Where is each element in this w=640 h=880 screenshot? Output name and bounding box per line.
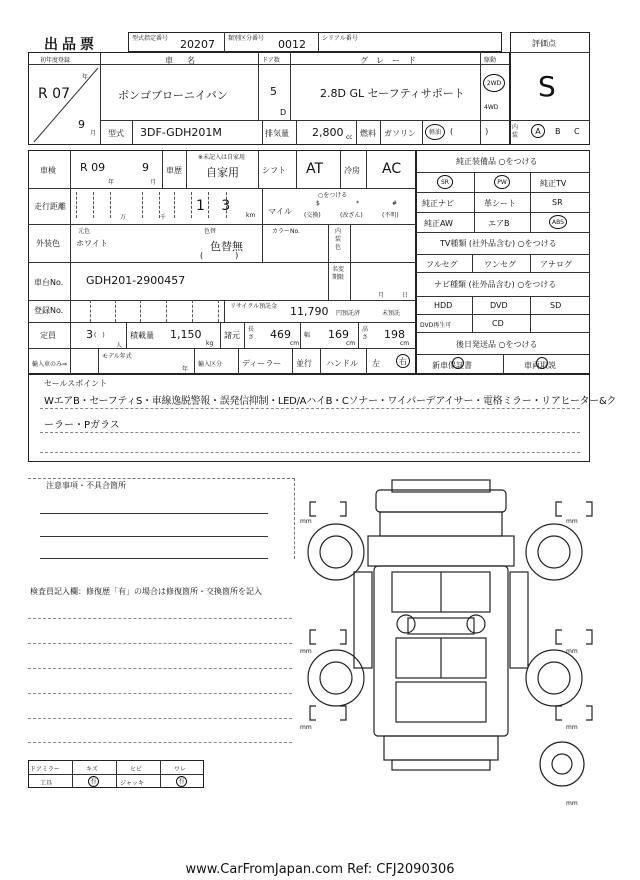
recycle-unit: 円預託済: [336, 310, 361, 317]
height-unit: cm: [400, 340, 410, 347]
sales-line-2: ーラー・Pガラス: [44, 420, 120, 431]
interior-color-label: 内装色: [335, 228, 342, 251]
length-unit: cm: [290, 340, 300, 347]
dealer-label: ディーラー: [242, 359, 282, 368]
car-name-label: 車名: [165, 56, 209, 65]
mileage-man-unit: 万: [120, 214, 127, 221]
new-car-warranty: 新車保証書: [432, 361, 472, 370]
inspection-month: 9: [142, 161, 149, 174]
warranty-mark-icon: [452, 357, 464, 369]
dvd: DVD: [490, 301, 508, 310]
fuel-gasoline: ガソリン: [384, 129, 416, 138]
color-paren: ( ): [200, 251, 239, 260]
inspection-year-unit: 年: [108, 179, 115, 186]
tools-have-circled: 有: [88, 776, 99, 787]
mm-label-5: mm: [300, 724, 312, 731]
model-value: 3DF-GDH201M: [140, 126, 222, 139]
load-unit: kg: [206, 340, 214, 347]
tv-type-label: TV種類 (社外品含む) ○をつける: [440, 239, 557, 248]
inspector-label: 検査員記入欄：修復歴「有」の場合は修復箇所・交換箇所を記入: [30, 587, 262, 596]
right-circled: 右: [396, 354, 410, 368]
interior-a-circled: A: [531, 124, 545, 138]
height-label: 高さ: [362, 326, 369, 341]
scratch-label: キズ: [86, 766, 98, 773]
inspection-month-unit: 月: [150, 179, 157, 186]
car-name-value: ボンゴブローニイバン: [118, 89, 228, 102]
model-year-label: モデル年式: [102, 353, 132, 360]
genuine-navi: 純正ナビ: [422, 199, 454, 208]
swap-symbol: $: [316, 200, 320, 207]
height-value: 198: [384, 328, 405, 341]
handle-label: ハンドル: [326, 359, 358, 368]
score-value: S: [538, 70, 556, 103]
usage-note: ※未記入は自家用: [198, 154, 246, 161]
grade-label: グレード: [360, 56, 424, 65]
tamper-symbol: *: [356, 200, 359, 207]
fullseg: フルセグ: [426, 260, 458, 269]
mm-label-6: mm: [566, 724, 578, 731]
interior-label: 内装: [512, 124, 519, 139]
tamper-label: (改ざん): [340, 212, 363, 219]
drive-label: 駆動: [484, 57, 497, 64]
ac-label: 冷房: [344, 166, 360, 175]
pw-circled: PW: [494, 175, 510, 189]
footer-watermark: www.CarFromJapan.com Ref: CFJ2090306: [185, 862, 455, 877]
fuel-bracket: ( ): [450, 127, 489, 136]
interior-c: C: [574, 127, 580, 136]
original-color-label: 元色: [78, 228, 91, 235]
sales-line-1: WエアB・セーフティS・車線逸脱警報・誤発信抑制・LED/AハイB・Cソナー・ワイパーデアイサー・電格ミラー・リアヒーター&ク: [44, 396, 617, 407]
door-mirror-label: ドアミラー: [30, 766, 60, 773]
crack-label: ヒビ: [130, 766, 143, 773]
drive-2wd-circled: 2WD: [483, 74, 505, 92]
tools-label: 工具: [40, 780, 53, 787]
analog: アナログ: [540, 260, 572, 269]
mileage-label: 走行距離: [34, 202, 66, 211]
load-value: 1,150: [170, 328, 202, 341]
model-cert-label: 型式指定番号: [132, 35, 169, 42]
fuel-label: 燃料: [360, 129, 376, 138]
inspection-value: R 09: [80, 161, 106, 174]
color-change-value: 色替無: [210, 240, 243, 253]
recycle-label: リサイクル預託金: [230, 303, 278, 310]
category-label: 類別区分番号: [228, 35, 265, 42]
navi-type-label: ナビ種類 (社外品含む) ○をつける: [434, 280, 557, 289]
recycle-value: 11,790: [290, 305, 329, 318]
displacement-label: 排気量: [265, 129, 289, 138]
sales-label: セールスポイント: [44, 379, 108, 388]
inspection-label: 車検: [40, 166, 56, 175]
year-unit: 年: [82, 74, 89, 81]
mm-label-1: mm: [300, 518, 312, 525]
airbag: エアB: [488, 219, 510, 228]
chassis-label: 車台No.: [34, 278, 64, 287]
width-value: 169: [328, 328, 349, 341]
original-color-value: ホワイト: [76, 239, 108, 248]
mm-label-7: mm: [566, 800, 578, 807]
oneseg: ワンセグ: [484, 260, 516, 269]
check-note: ○をつける: [318, 192, 348, 199]
reg-no-label: 登録No.: [34, 306, 64, 315]
fuel-diesel-circled: 軽油: [425, 124, 445, 140]
abs-circled: ABS: [549, 215, 567, 229]
model-label: 型式: [108, 129, 124, 138]
manual-mark-icon: [536, 357, 548, 369]
jack-label: ジャッキ: [120, 780, 144, 787]
capacity-unit: 人: [116, 342, 123, 349]
doors-value: 5: [270, 85, 277, 98]
name-change-day: 日: [402, 292, 409, 299]
recycle-not: 未預託: [382, 310, 401, 317]
genuine-aw: 純正AW: [424, 219, 453, 228]
sunroof-sr: SR: [552, 198, 563, 207]
mm-label-3: mm: [300, 648, 312, 655]
sd: SD: [550, 301, 562, 310]
shift-value: AT: [306, 161, 324, 177]
mileage-sen-unit: 千: [160, 214, 167, 221]
unknown-label: (不明): [382, 212, 399, 219]
swap-label: (交換): [304, 212, 321, 219]
car-damage-diagram: [296, 472, 596, 812]
later-docs-label: 後日発送品 ○をつける: [456, 340, 538, 349]
displacement-value: 2,800: [312, 126, 344, 139]
ac-value: AC: [382, 161, 402, 177]
jack-have-circled: 有: [176, 776, 187, 787]
interior-b: B: [555, 127, 561, 136]
hdd: HDD: [434, 301, 453, 310]
usage-value: 自家用: [206, 166, 239, 179]
serial-label: シリアル番号: [322, 35, 358, 42]
first-reg-year: R 07: [38, 86, 70, 102]
caution-label: 注意事項・不具合箇所: [46, 481, 126, 490]
width-unit: cm: [346, 340, 356, 347]
cd: CD: [492, 319, 504, 328]
usage-label: 車歴: [166, 166, 182, 175]
exterior-label: 外装色: [36, 239, 60, 248]
model-cert-value: 20207: [180, 38, 215, 51]
capacity-value: 3: [86, 328, 93, 341]
score-label: 評価点: [532, 39, 556, 48]
mm-label-4: mm: [566, 648, 578, 655]
mm-label-2: mm: [566, 518, 578, 525]
parallel-label: 並行: [296, 359, 312, 368]
page-title: 出品票: [44, 37, 98, 53]
door-type: D: [280, 108, 287, 117]
displacement-unit: cc: [346, 134, 353, 141]
genuine-label: 純正装備品 ○をつける: [456, 157, 538, 166]
sunroof-circled: SR: [437, 175, 453, 189]
load-label: 積載量: [130, 331, 154, 340]
width-label: 幅: [304, 332, 311, 339]
chassis-value: GDH201-2900457: [86, 274, 186, 287]
length-value: 469: [270, 328, 291, 341]
dvd-player: DVD再生可: [420, 322, 452, 329]
reg-no-boxes: [90, 300, 220, 322]
leather-seat: 革シート: [484, 199, 516, 208]
category-value: 0012: [278, 38, 306, 51]
capacity-paren: ( ): [94, 332, 105, 339]
grade-value: 2.8D GL セーフティサポート: [320, 87, 465, 100]
first-reg-month: 9: [78, 118, 85, 131]
mileage-value: 1 3: [196, 198, 237, 214]
shift-label: シフト: [262, 166, 286, 175]
mileage-unit: km: [246, 212, 256, 219]
color-label: 色替: [204, 228, 217, 235]
name-change-label: 名変期限: [332, 266, 345, 281]
genuine-tv: 純正TV: [540, 179, 567, 188]
color-no-label: カラーNo.: [272, 228, 300, 235]
diagonal-slash: [30, 66, 100, 144]
unknown-symbol: #: [392, 200, 398, 207]
import-type-label: 輸入区分: [198, 361, 223, 368]
break-label: ワレ: [174, 766, 187, 773]
drive-4wd: 4WD: [484, 104, 499, 111]
left-label: 左: [372, 359, 380, 368]
import-label: 輸入車のみ⇒: [32, 361, 68, 368]
year-label: 年: [182, 366, 189, 373]
dims-label: 諸元: [224, 331, 240, 340]
doors-label: ドア数: [262, 57, 280, 64]
length-label: 長さ: [248, 326, 255, 341]
manual: 車両取説: [524, 361, 556, 370]
first-reg-label: 初年度登録: [40, 57, 71, 64]
mile-label: マイル: [268, 207, 292, 216]
capacity-label: 定員: [40, 331, 56, 340]
name-change-month: 月: [378, 292, 385, 299]
month-unit: 月: [90, 130, 97, 137]
